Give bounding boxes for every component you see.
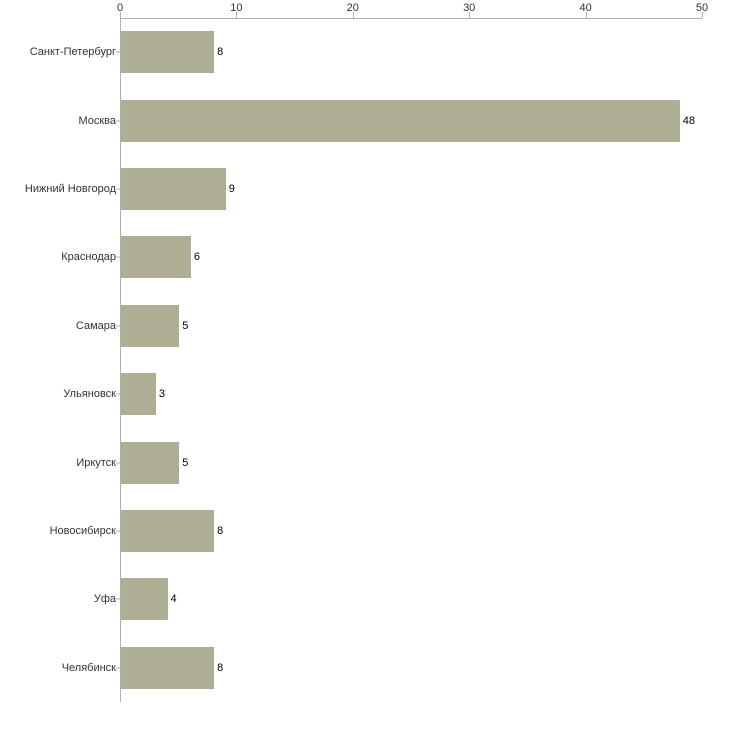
x-axis-tick-label: 30: [463, 2, 476, 14]
x-axis-tick-label: 40: [579, 2, 592, 14]
bar[interactable]: [121, 510, 214, 552]
bar[interactable]: [121, 236, 191, 278]
category-label: Новосибирск: [49, 525, 116, 537]
bar[interactable]: [121, 305, 179, 347]
y-axis-tick: [116, 394, 120, 395]
bar-row: [0, 168, 730, 210]
y-axis-tick: [116, 599, 120, 600]
bar[interactable]: [121, 647, 214, 689]
bar-value-label: 5: [182, 319, 189, 332]
bar-value-label: 6: [193, 251, 200, 264]
bar-value-label: 9: [228, 183, 235, 195]
bar[interactable]: [121, 31, 214, 73]
category-label: Ульяновск: [63, 388, 116, 401]
bar-value-label: 48: [682, 114, 695, 127]
x-axis-tick-label: 0: [116, 2, 124, 14]
bar-row: [0, 647, 730, 689]
bar-value-label: 8: [217, 525, 224, 537]
x-axis-tick-label: 50: [695, 2, 709, 14]
category-label: Самара: [75, 319, 116, 332]
bar-row: [0, 305, 730, 347]
category-label: Санкт-Петербург: [29, 46, 116, 59]
bar-row: [0, 578, 730, 620]
x-axis-tick-label: 10: [230, 2, 243, 14]
y-axis-tick: [116, 52, 120, 53]
y-axis-tick: [116, 462, 120, 463]
bar-row: [0, 236, 730, 278]
category-label: Иркутск: [76, 456, 116, 469]
bar-row: [0, 510, 730, 552]
category-label: Уфа: [93, 593, 116, 606]
category-label: Челябинск: [61, 661, 116, 674]
bar-row: [0, 31, 730, 73]
bar[interactable]: [121, 373, 156, 415]
category-label: Краснодар: [61, 251, 116, 264]
bar-value-label: 8: [217, 661, 224, 674]
y-axis-tick: [116, 189, 120, 190]
bar-value-label: 4: [170, 593, 177, 606]
category-label: Москва: [78, 114, 116, 127]
bar[interactable]: [121, 100, 680, 142]
y-axis-tick: [116, 257, 120, 258]
y-axis-tick: [116, 325, 120, 326]
y-axis-tick: [116, 667, 120, 668]
bar-value-label: 3: [158, 388, 166, 401]
bar-row: [0, 373, 730, 415]
bar[interactable]: [121, 578, 168, 620]
bar[interactable]: [121, 442, 179, 484]
category-label: Нижний Новгород: [24, 183, 116, 195]
bar-row: [0, 100, 730, 142]
x-axis-line: [120, 18, 702, 19]
y-axis-tick: [116, 120, 120, 121]
bar[interactable]: [121, 168, 226, 210]
bar-value-label: 8: [217, 46, 224, 59]
bar-row: [0, 442, 730, 484]
x-axis-tick-label: 20: [346, 2, 359, 14]
bar-value-label: 5: [182, 456, 189, 469]
y-axis-tick: [116, 531, 120, 532]
